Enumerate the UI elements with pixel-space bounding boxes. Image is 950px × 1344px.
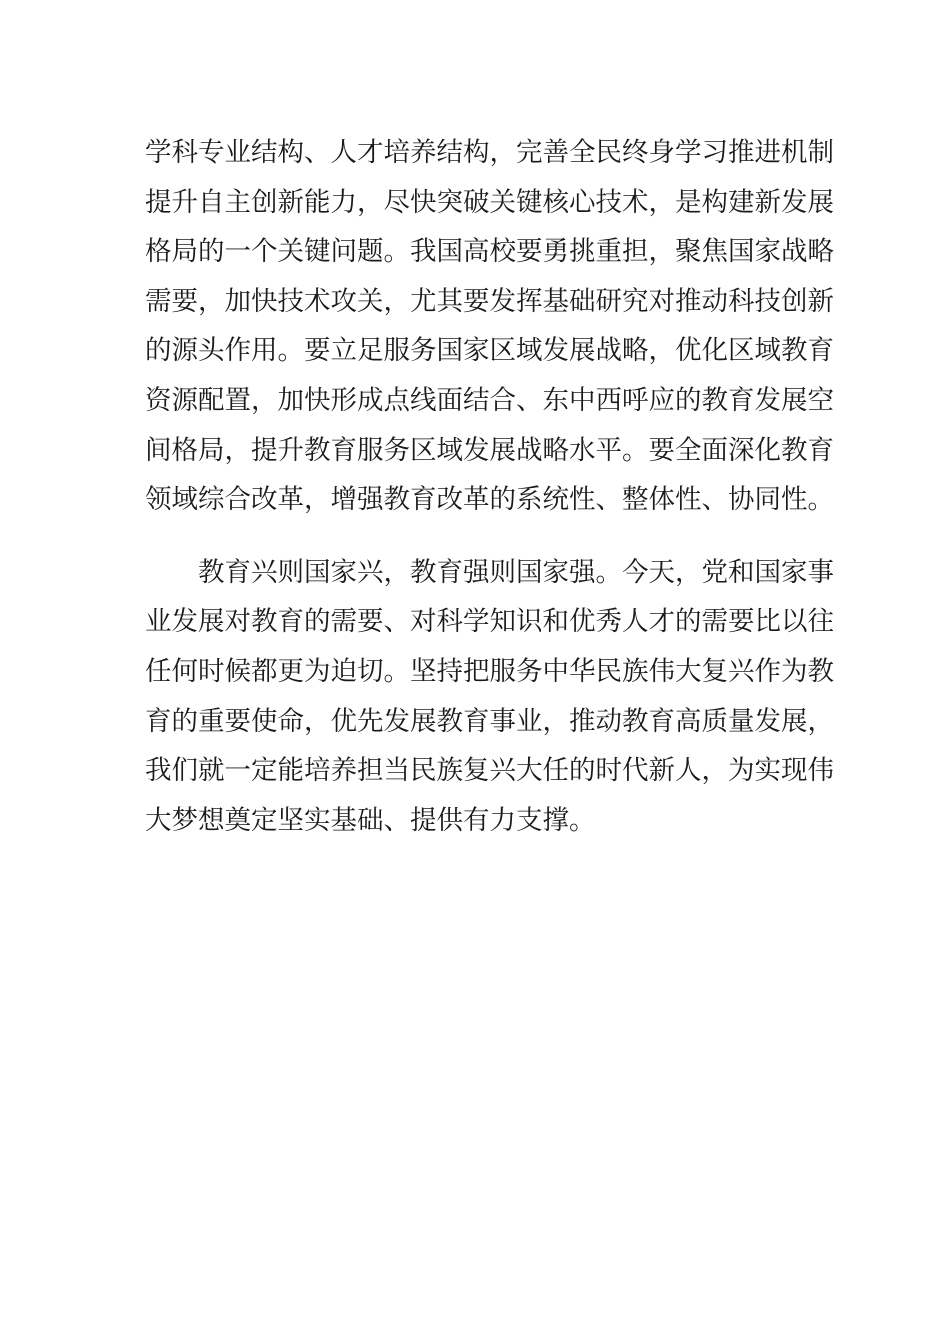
text-line: 领域综合改革，增强教育改革的系统性、整体性、协同性。	[145, 484, 834, 516]
text-line: 我们就一定能培养担当民族复兴大任的时代新人，为实现伟	[145, 755, 834, 787]
paragraph	[145, 548, 834, 846]
text-line: 格局的一个关键问题。我国高校要勇挑重担，聚焦国家战略	[145, 236, 834, 268]
paragraph-spacer	[145, 525, 815, 548]
text-line: 教育兴则国家兴，教育强则国家强。今天，党和国家事	[145, 556, 834, 588]
paragraph	[145, 128, 834, 525]
text-line: 需要，加快技术攻关，尤其要发挥基础研究对推动科技创新	[145, 285, 834, 317]
text-line: 学科专业结构、人才培养结构，完善全民终身学习推进机制	[145, 137, 834, 168]
text-line: 大梦想奠定坚实基础、提供有力支撑。	[145, 804, 596, 836]
text-line: 育的重要使命，优先发展教育事业，推动教育高质量发展，	[145, 705, 834, 737]
text-line: 任何时候都更为迫切。坚持把服务中华民族伟大复兴作为教	[145, 655, 834, 687]
document-body	[145, 128, 834, 845]
text-line: 业发展对教育的需要、对科学知识和优秀人才的需要比以往	[145, 606, 834, 638]
text-line: 提升自主创新能力，尽快突破关键核心技术，是构建新发展	[145, 186, 834, 218]
text-line: 资源配置，加快形成点线面结合、东中西呼应的教育发展空	[145, 384, 834, 416]
text-line: 间格局，提升教育服务区域发展战略水平。要全面深化教育	[145, 434, 834, 466]
text-line: 的源头作用。要立足服务国家区域发展战略，优化区域教育	[145, 335, 834, 367]
